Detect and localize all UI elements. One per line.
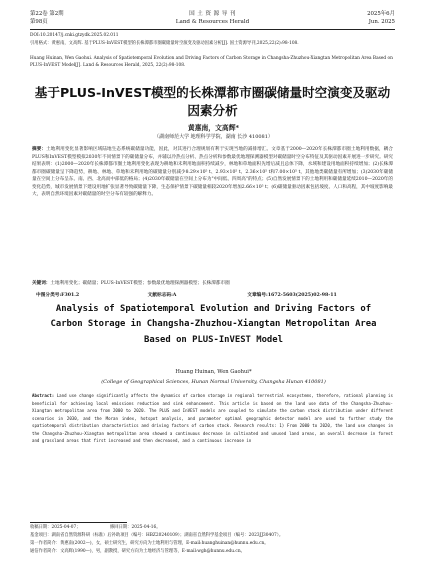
keywords-cn-text: 土地利用变化；碳储量；PLUS-InVEST模型；参数最优地理探测器模型；长株潭都市圈 xyxy=(50,281,230,286)
abstract-en-label: Abstract: xyxy=(32,393,55,398)
footnote-dates xyxy=(30,524,395,532)
abstract-cn-text: 土地利用变化显著影响区域陆地生态系统碳储量功能，因此，对其进行合理规划有利于实现当地的减排增汇。文章基于2000—2020年长株潭都市圈土地利用数据，耦合PLUS和InVEST模型模拟2030年不同情景下的碳储量分布，并辅以冷热点分析、热点分析和参数最优地理探测器模型对碳储量时空分布特征及其驱动因素开展进一步研究。研究结果表明：(1)2000—2020年长株潭都市圈土地利用变化表现为耕地和未利用地面积持续减少，林地和草地面积先增后减且总体下降，水域和建设用地面积持续增加；(2)长株潭都市圈碳储量呈下降趋势，耕地、林地、草地和未利用地的碳储量分别减少8.29×10⁵ t、2.93×10⁵ t、2.36×10⁵ t和7.00×10⁵ t，其他地类碳储量有所增加；(3)2030年碳储量在空间上分布呈东、南、西、北高而中部低的格局；(4)2030年碳储量在空间上分布为"中间低、四周高"的特点；(5)自然发展情景下的土地利用和碳储量延续2010—2020年的变化趋势，城市发展情景下建设用地扩张显著导致碳储量下降，生态保护情景下碳储量相较2020年增加2.66×10⁵ t；(6)碳储量驱动因素包括坡度、人口和高程，其中坡度影响最大，表明自然环境因素对碳储量的时空分布有较强的解释力。 xyxy=(32,147,393,198)
affiliation-cn: （湖南师范大学 地理科学学院，湖南 长沙 410081） xyxy=(154,134,273,140)
footnote-author2: 通信作者简介：文高辉(1990—)，男，副教授，研究方向为土地经济与管理等，E-mail:wgh@hunnu.edu.cn。 xyxy=(30,549,245,554)
header-rule xyxy=(30,29,395,30)
citation-cn: 引用格式：黄惠南，文高辉. 基于PLUS-InVEST模型的长株潭都市圈碳储量时空演变及驱动因素分析[J]. 国土资源导刊,2025,22(2):98-108. xyxy=(30,41,299,46)
header-date xyxy=(367,10,395,26)
abstract-en-text: Land use change significantly affects the dynamics of carbon storage in regional terrestrial ecosystems, therefore, rational planning is beneficial for achieving local emissions reduction and sink enhancement. This article is based on the land use data of the Changsha-Zhuzhou-Xiangtan metropolitan area from 2000 to 2020. The PLUS and InVEST models are coupled to simulate the carbon stock distribution under different scenarios in 2030, and the Moran index, hotspot analysis, and parameter optimal geographic detector model are used to further study the spatiotemporal distribution characteristics and driving factors of carbon stock. Research results: 1) From 2000 to 2020, the land use changes in the Changsha-Zhuzhou-Xiangtan metropolitan area showed a continuous decrease in cultivated and unused land areas, an overall decrease in forest and grassland areas that first increased and then decreased, and a continuous increase in xyxy=(32,393,393,444)
header-date-en: Jun. 2025 xyxy=(368,19,395,25)
classification-line xyxy=(36,292,393,299)
doi-line: DOI:10.20147/j.cnki.gtzydk.2025.02.011 xyxy=(30,33,119,38)
authors-en: Huang Huinan, Wen Gaohui* xyxy=(175,369,252,375)
page-title-en: Analysis of Spatiotemporal Evolution and Driving Factors of Carbon Storage in Changsha-Zhuzhou-Xiangtan Metropolitan Area Based on PLUS-InVEST Model xyxy=(50,304,377,345)
footnote-rule xyxy=(30,522,127,523)
header-journal xyxy=(30,10,395,26)
header-date-cn: 2025年6月 xyxy=(367,11,395,17)
authors-cn: 黄惠南，文高辉* xyxy=(187,124,240,132)
received-date: 收稿日期：2025-04-07； xyxy=(30,525,81,530)
footnote-funding: 基金项目：湖南省自然资源科研（标准）后补助项目（编号：HBZ20240109）；湖南省自然科学基金项目（编号：2023JJ30407）。 xyxy=(30,533,284,538)
doc-code: 文献标志码:A xyxy=(147,293,177,298)
header-page: 第98页 xyxy=(30,19,48,25)
footnote-author1: 第一作者简介：黄惠南(2002—)，女，硕士研究生，研究方向为土地利用与管理，E-mail:huanghuinan@hunnu.edu.cn。 xyxy=(30,541,269,546)
abstract-en xyxy=(32,392,393,445)
abstract-cn xyxy=(32,146,393,199)
abstract-cn-label: 摘要： xyxy=(32,147,47,152)
citation-en: Huang Huinan, Wen Gaohui. Analysis of Spatiotemporal Evolution and Driving Factors of Carbon Storage in Changsha-Zhuzhou-Xiangtan Metropolitan Area Based on PLUS-InVEST Model[J]. Land & Resources Herald, 2025, 22(2):98-108. xyxy=(30,56,393,68)
page-title-cn: 基于PLUS-InVEST模型的长株潭都市圈碳储量时空演变及驱动因素分析 xyxy=(34,85,391,118)
header-volume: 第22卷 第2期 xyxy=(30,11,64,17)
article-number: 文章编号:1672-5603(2025)02-98-11 xyxy=(247,293,337,298)
affiliation-en: (College of Geographical Sciences, Hunan Normal University, Changsha Hunan 410081) xyxy=(101,379,326,385)
keywords-cn-label: 关键词： xyxy=(32,281,51,286)
journal-name-cn: 国 土 资 源 导 刊 xyxy=(189,11,236,17)
clc-number: 中图分类号:F301.2 xyxy=(36,293,80,298)
keywords-cn xyxy=(32,280,393,287)
revised-date: 修回日期：2025-04-16。 xyxy=(110,525,161,530)
journal-name-en: Land & Resources Herald xyxy=(175,19,250,25)
